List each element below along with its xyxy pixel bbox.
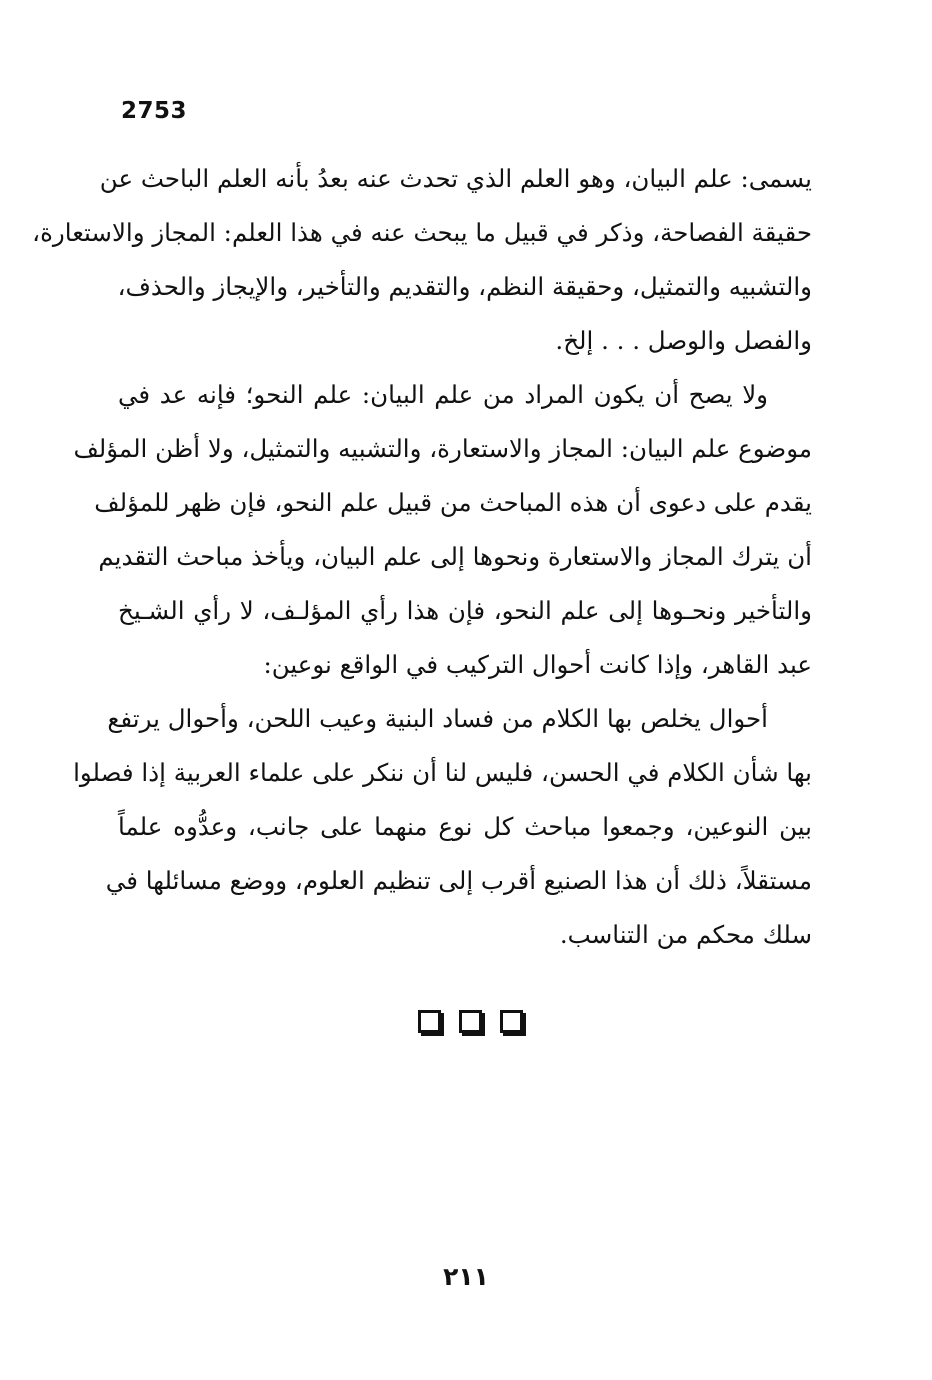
paragraph-3 bbox=[73, 692, 812, 962]
text-line: مستقلاً، ذلك أن هذا الصنيع أقرب إلى تنظيم العلوم، ووضع مسائلها في bbox=[105, 866, 812, 895]
page-id-stamp: 2753 bbox=[121, 98, 188, 124]
square-ornament-icon bbox=[459, 1010, 482, 1033]
square-ornament-icon bbox=[500, 1010, 523, 1033]
text-line: بها شأن الكلام في الحسن، فليس لنا أن ننكر على علماء العربية إذا فصلوا bbox=[73, 758, 812, 787]
section-end-ornament-icon bbox=[418, 1010, 523, 1033]
text-line: يسمى: علم البيان، وهو العلم الذي تحدث عنه بعدُ بأنه العلم الباحث عن bbox=[99, 164, 812, 193]
page-number: ٢١١ bbox=[443, 1262, 489, 1291]
main-text bbox=[32, 152, 812, 962]
text-line: بين النوعين، وجمعوا مباحث كل نوع منهما على جانب، وعدُّوه علماً bbox=[118, 812, 812, 841]
text-line: والتشبيه والتمثيل، وحقيقة النظم، والتقديم والتأخير، والإيجاز والحذف، bbox=[117, 272, 812, 301]
text-line: موضوع علم البيان: المجاز والاستعارة، والتشبيه والتمثيل، ولا أظن المؤلف bbox=[73, 434, 812, 463]
text-line: عبد القاهر، وإذا كانت أحوال التركيب في الواقع نوعين: bbox=[263, 650, 812, 679]
text-line: والفصل والوصل . . . إلخ. bbox=[555, 326, 812, 355]
text-line: ولا يصح أن يكون المراد من علم البيان: علم النحو؛ فإنه عد في bbox=[118, 380, 768, 409]
text-line: أن يترك المجاز والاستعارة ونحوها إلى علم البيان، ويأخذ مباحث التقديم bbox=[98, 542, 812, 571]
text-line: سلك محكم من التناسب. bbox=[559, 920, 812, 949]
text-line: حقيقة الفصاحة، وذكر في قبيل ما يبحث عنه في هذا العلم: المجاز والاستعارة، bbox=[32, 218, 812, 247]
square-ornament-icon bbox=[418, 1010, 441, 1033]
paragraph-1 bbox=[32, 152, 812, 368]
text-line: يقدم على دعوى أن هذه المباحث من قبيل علم النحو، فإن ظهر للمؤلف bbox=[94, 488, 812, 517]
text-line: والتأخير ونحـوها إلى علم النحو، فإن هذا رأي المؤلـف، لا رأي الشـيخ bbox=[118, 596, 812, 625]
paragraph-2 bbox=[73, 368, 812, 692]
text-line: أحوال يخلص بها الكلام من فساد البنية وعيب اللحن، وأحوال يرتفع bbox=[107, 704, 768, 733]
